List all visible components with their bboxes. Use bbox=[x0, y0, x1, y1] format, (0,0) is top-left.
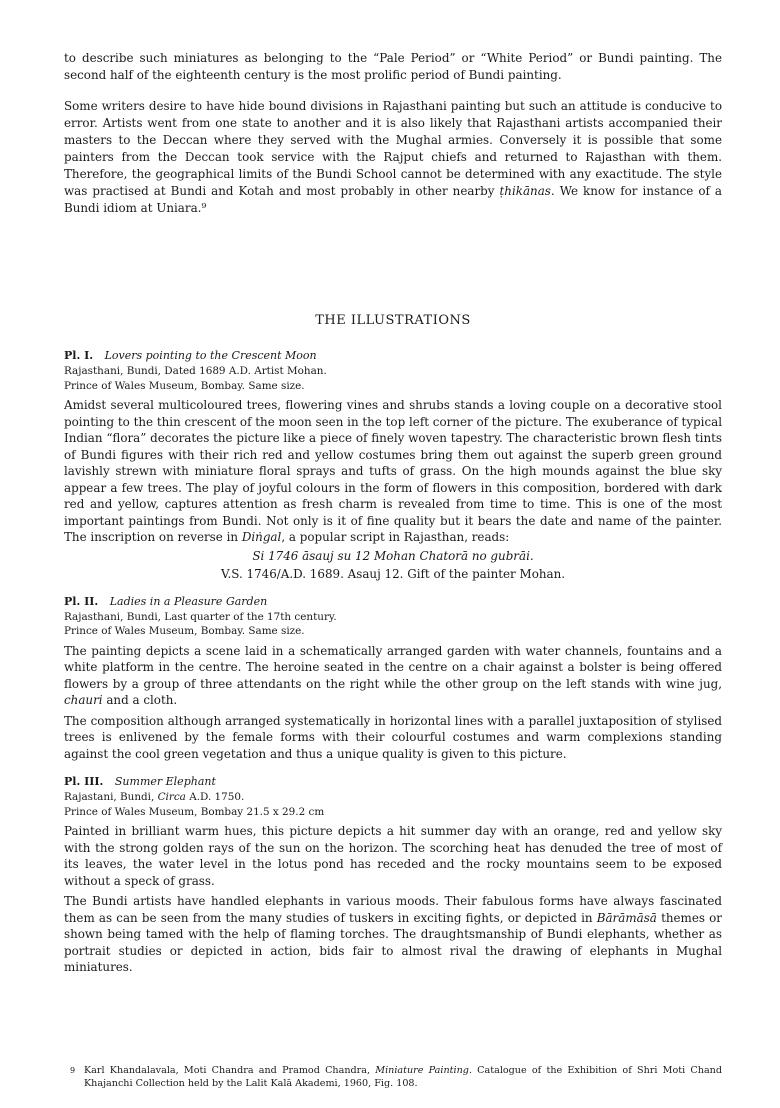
intro-paragraph-1: to describe such miniatures as belonging to the “Pale Period” or “White Period” or Bundi painting. The second half of the eighteenth century is the most prolific period of Bundi painting. bbox=[64, 51, 722, 82]
plate-number: Pl. III. bbox=[64, 775, 104, 788]
plate-number: Pl. II. bbox=[64, 594, 99, 608]
plate-provenance: Rajasthani, Bundi, Dated 1689 A.D. Artist Mohan. bbox=[64, 365, 327, 377]
plate-heading bbox=[64, 774, 722, 790]
plate-description bbox=[64, 643, 722, 763]
plate-paragraph: The composition although arranged systematically in horizontal lines with a parallel juxtaposition of stylised trees is enlivened by the female forms with their colourful costumes and warm complexions standing against the cool green vegetation and thus a unique quality is given to this picture. bbox=[64, 713, 722, 761]
plate-collection: Prince of Wales Museum, Bombay. Same size. bbox=[64, 379, 305, 392]
plate-provenance: Rajastani, Bundi, Circa A.D. 1750. bbox=[64, 791, 245, 803]
term-baramasa: Bārāmāsā bbox=[596, 910, 657, 925]
plate-title: Ladies in a Pleasure Garden bbox=[109, 594, 268, 608]
intro-paragraph-2: Some writers desire to have hide bound divisions in Rajasthani painting but such an attitude is conducive to error. Artists went from one state to another and it is also likely that Rajasthani artists accompanied their masters to the Deccan where they served with the Mughal armies. Conversely it is possible that some painters from the Deccan took service with the Rajput chiefs and returned to Rajasthan with them. Therefore, the geographical limits of the Bundi School cannot be determined with any exactitude. The style was practised at Bundi and Kotah and most probably in other nearby ṭhikānas. We know for instance of a Bundi idiom at Uniara.⁹ bbox=[64, 99, 722, 215]
plate-paragraph: Amidst several multicoloured trees, flowering vines and shrubs stands a loving couple on a decorative stool pointing to the thin crescent of the moon seen in the top left corner of the picture. The exuberance of typical Indian “flora” decorates the picture like a piece of finely woven tapestry. The characteristic brown flesh tints of Bundi figures with their rich red and yellow costumes bring them out against the superb green ground lavishly strewn with miniature floral sprays and tufts of grass. On the high mounds against the blue sky appear a few trees. The play of joyful colours in the form of flowers in this composition, bordered with dark red and yellow, captures attention as fresh charm is revealed from time to time. This is one of the most important paintings from Bundi. Not only is it of fine quality but it bears the date and name of the painter. The inscription on reverse in Diṅgal, a popular script in Rajasthan, reads: bbox=[64, 398, 722, 544]
inscription-translit: Si 1746 āsauj su 12 Mohan Chatorā no gubrāi. bbox=[252, 548, 534, 563]
plate-description bbox=[64, 397, 722, 546]
plate-heading bbox=[64, 594, 722, 610]
plate-3 bbox=[64, 774, 722, 976]
term-thikanas: ṭhikānas bbox=[499, 184, 551, 198]
plate-provenance: Rajasthani, Bundi, Last quarter of the 17th century. bbox=[64, 610, 337, 623]
term-chauri: chauri bbox=[64, 693, 103, 707]
plate-paragraph: The painting depicts a scene laid in a schematically arranged garden with water channels, fountains and a white platform in the centre. The heroine seated in the centre on a chair against a bolster is being offered flowers by a group of three attendants on the right while the other group on the left stands with wine jug, chauri and a cloth. bbox=[64, 643, 722, 707]
plate-title: Summer Elephant bbox=[114, 775, 216, 788]
plate-collection: Prince of Wales Museum, Bombay. Same size. bbox=[64, 625, 305, 637]
plate-heading bbox=[64, 348, 722, 364]
plate-collection: Prince of Wales Museum, Bombay 21.5 x 29.2 cm bbox=[64, 805, 325, 818]
inscription-translation: V.S. 1746/A.D. 1689. Asauj 12. Gift of the painter Mohan. bbox=[220, 566, 566, 581]
footnote: 9 Karl Khandalavala, Moti Chandra and Pramod Chandra, Miniature Painting. Catalogue of the Exhibition of Shri Moti Chand Khajanchi Collection held by the Lalit Kalā Akademi, 1960, Fig. 108. bbox=[70, 1065, 722, 1089]
plate-number: Pl. I. bbox=[64, 349, 94, 362]
plate-paragraph: Painted in brilliant warm hues, this picture depicts a hit summer day with an orange, red and yellow sky with the strong golden rays of the sun on the horizon. The scorching heat has denuded the tree of most of its leaves, the water level in the lotus pond has receded and the rocky mountains seem to be exposed without a speck of grass. bbox=[64, 824, 722, 888]
plate-title: Lovers pointing to the Crescent Moon bbox=[104, 349, 317, 362]
intro-section bbox=[64, 50, 722, 217]
plate-1 bbox=[64, 348, 722, 582]
plate-paragraph: The Bundi artists have handled elephants in various moods. Their fabulous forms have always fascinated them as can be seen from the many studies of tuskers in exciting fights, or depicted in Bārāmāsā themes or shown being tamed with the help of flaming torches. The draughtsmanship of Bundi elephants, whether as portrait studies or depicted in action, bids fair to almost rival the drawing of elephants in Mughal miniatures. bbox=[64, 894, 722, 974]
footnote-marker: 9 bbox=[70, 1066, 76, 1075]
section-title: THE ILLUSTRATIONS bbox=[315, 313, 471, 328]
term-dingal: Diṅgal bbox=[241, 530, 282, 544]
plate-2 bbox=[64, 594, 722, 763]
plate-description bbox=[64, 823, 722, 976]
